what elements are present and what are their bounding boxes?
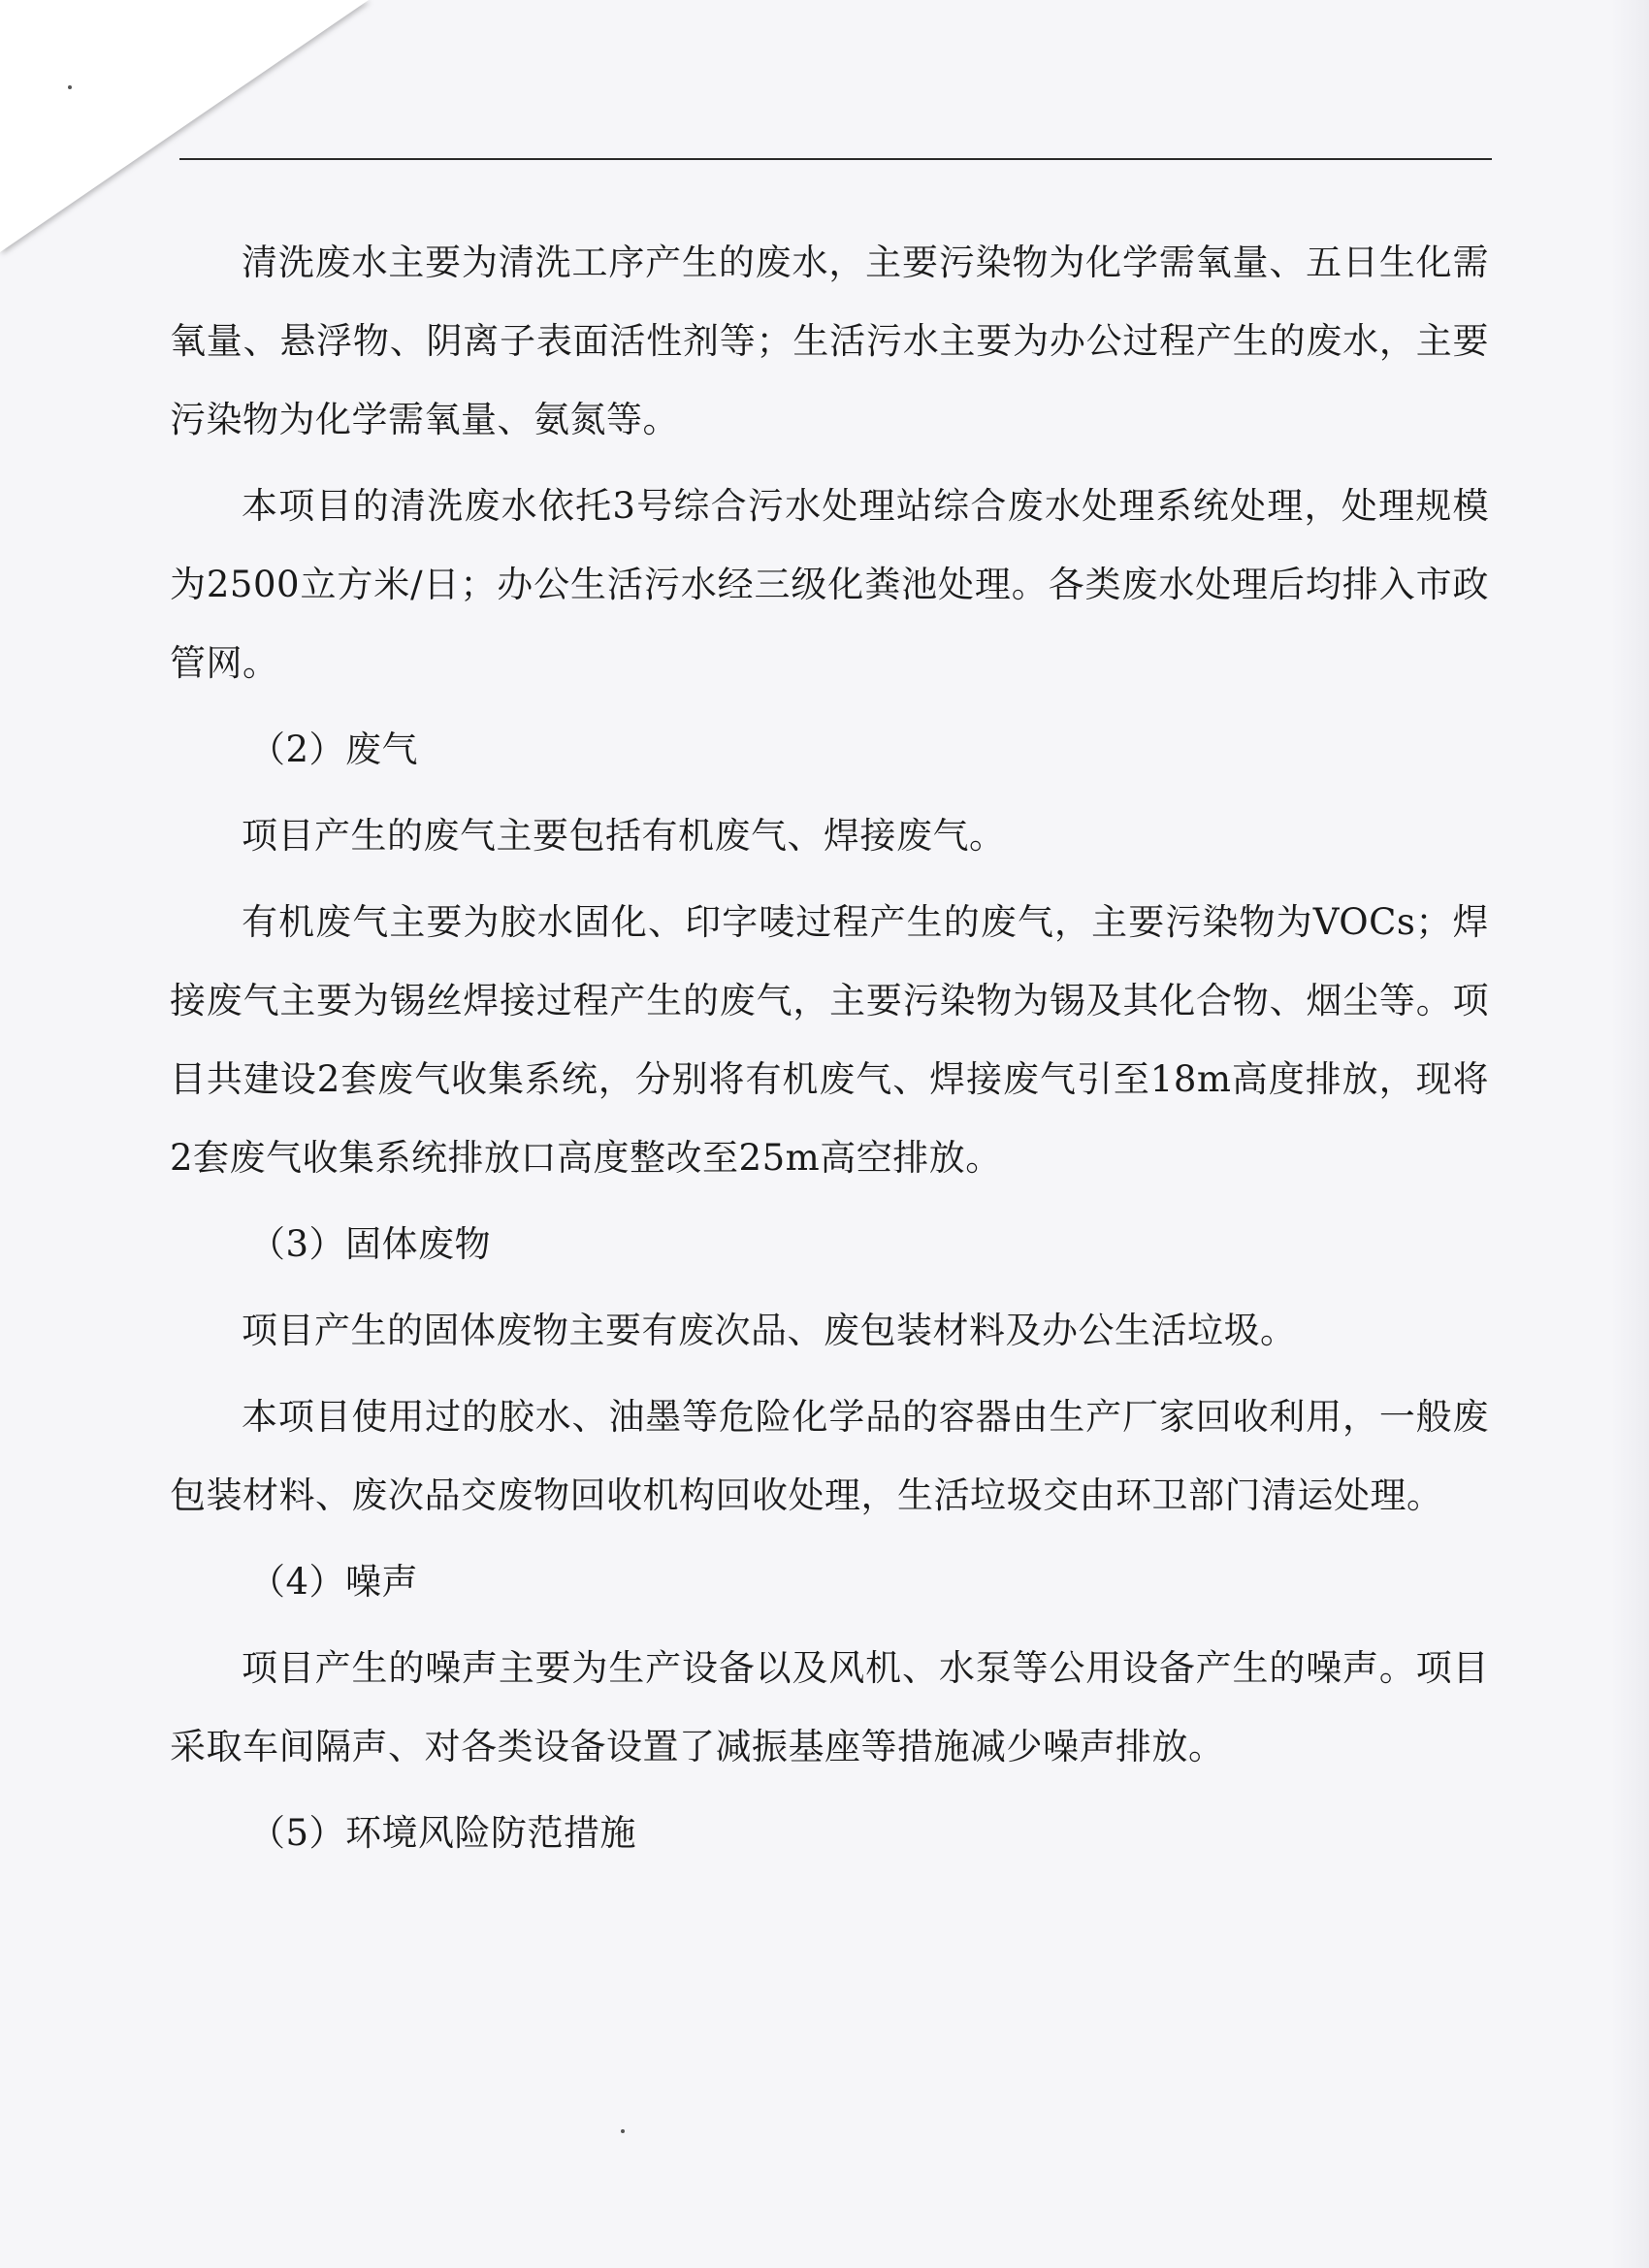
document-body: [170, 223, 1489, 1872]
paragraph-solid-waste-types: 项目产生的固体废物主要有废次品、废包装材料及办公生活垃圾。: [242, 1310, 1297, 1351]
heading-exhaust-gas: （2）废气: [249, 729, 419, 770]
header-rule: [179, 158, 1492, 160]
heading-noise: （4）噪声: [249, 1561, 419, 1603]
paragraph-wastewater-treatment: 本项目的清洗废水依托3号综合污水处理站综合废水处理系统处理，处理规模为2500立方米/日；办公生活污水经三级化粪池处理。各类废水处理后均排入市政管网。: [170, 485, 1489, 684]
paragraph-exhaust-gas-types: 项目产生的废气主要包括有机废气、焊接废气。: [242, 815, 1006, 857]
paragraph-solid-waste-handling: 本项目使用过的胶水、油墨等危险化学品的容器由生产厂家回收利用，一般废包装材料、废次品交废物回收机构回收处理，生活垃圾交由环卫部门清运处理。: [170, 1396, 1489, 1516]
scan-speck: [621, 2129, 625, 2133]
paragraph-exhaust-gas-details: 有机废气主要为胶水固化、印字唛过程产生的废气，主要污染物为VOCs；焊接废气主要为锡丝焊接过程产生的废气，主要污染物为锡及其化合物、烟尘等。项目共建设2套废气收集系统，分别将有机废气、焊接废气引至18m高度排放，现将2套废气收集系统排放口高度整改至25m高空排放。: [170, 901, 1489, 1179]
heading-environmental-risk: （5）环境风险防范措施: [249, 1812, 637, 1854]
heading-solid-waste: （3）固体废物: [249, 1223, 492, 1265]
paragraph-noise: 项目产生的噪声主要为生产设备以及风机、水泵等公用设备产生的噪声。项目采取车间隔声、对各类设备设置了减振基座等措施减少噪声排放。: [170, 1647, 1489, 1767]
paragraph-wastewater-sources: 清洗废水主要为清洗工序产生的废水，主要污染物为化学需氧量、五日生化需氧量、悬浮物、阴离子表面活性剂等；生活污水主要为办公过程产生的废水，主要污染物为化学需氧量、氨氮等。: [170, 242, 1489, 440]
scan-speck: [68, 85, 72, 89]
folded-corner: [0, 0, 369, 252]
